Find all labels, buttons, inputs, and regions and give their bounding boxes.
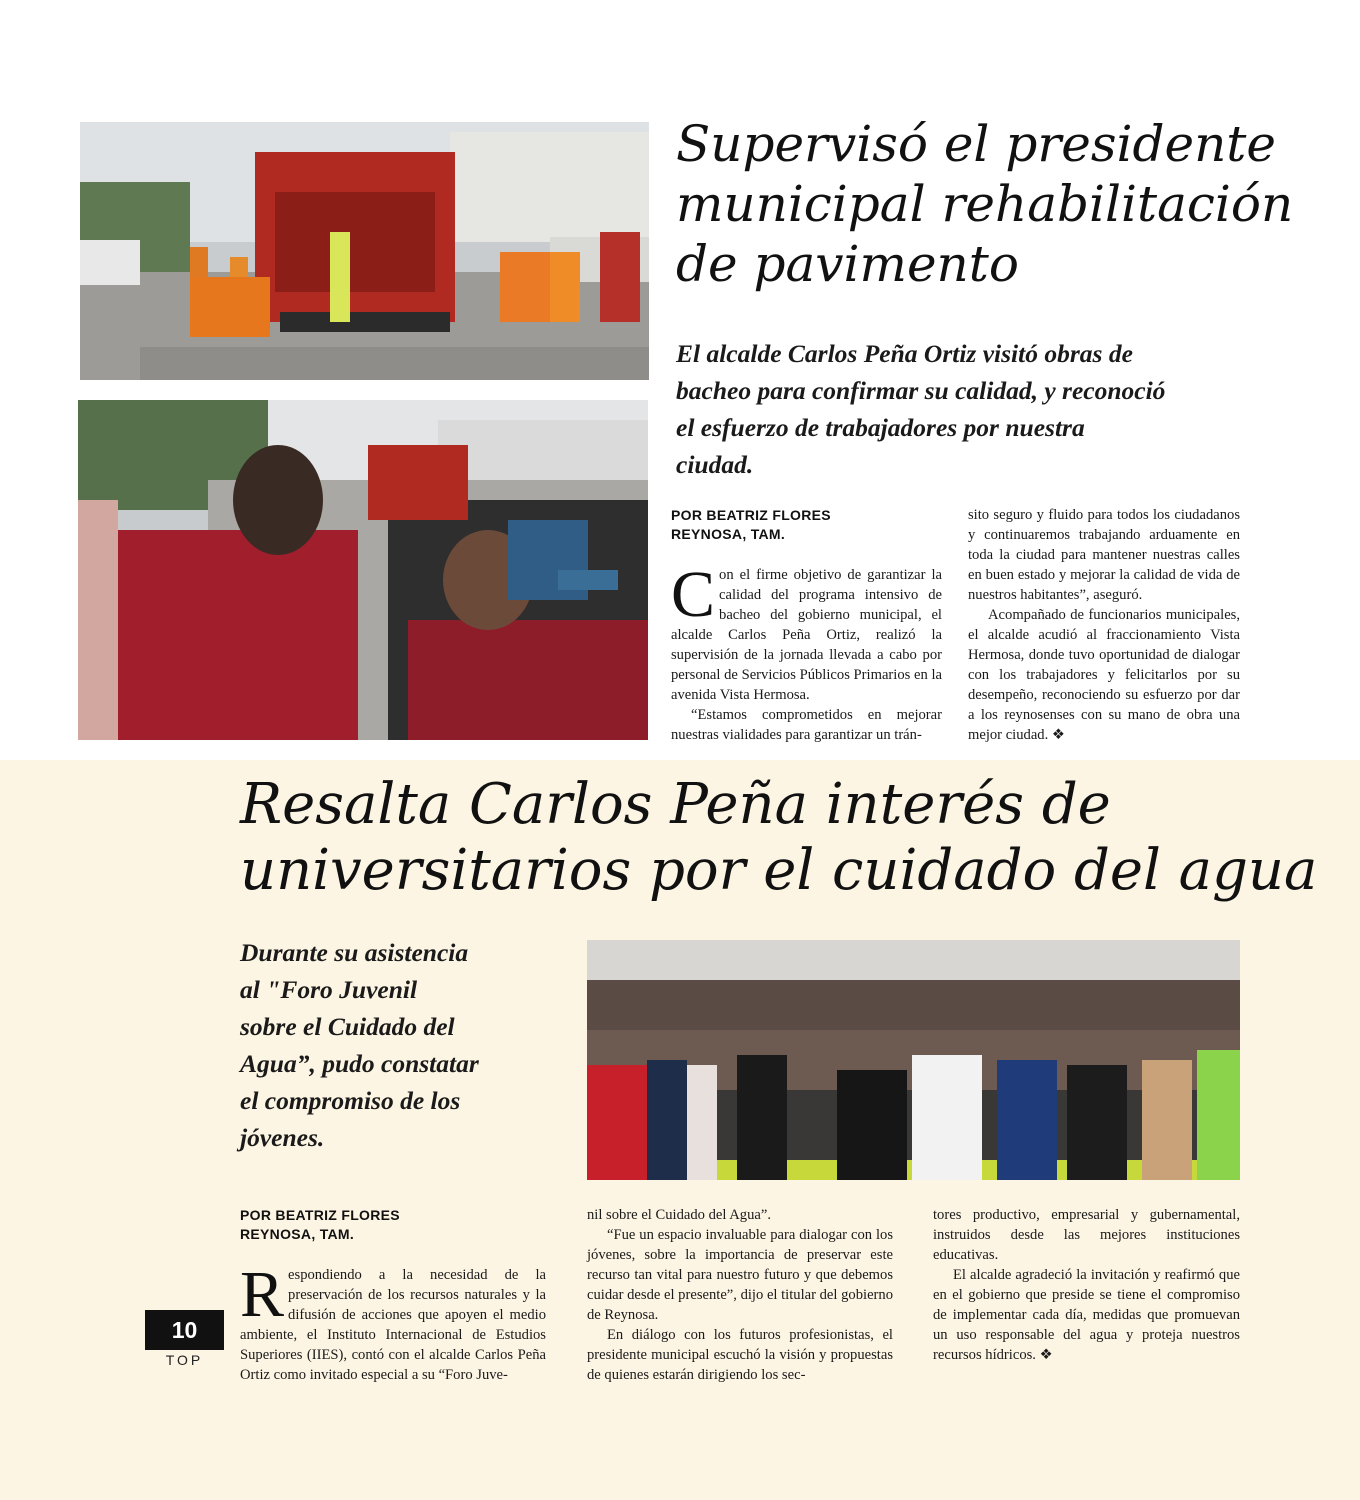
deck-line: El alcalde Carlos Peña Ortiz visitó obras de (676, 339, 1133, 368)
deck-line: el esfuerzo de trabajadores por nuestra (676, 413, 1085, 442)
headline-line: Supervisó el presidente (676, 115, 1276, 173)
byline-author: POR BEATRIZ FLORES (671, 507, 831, 523)
article2-paragraph-1: Respondiendo a la necesidad de la preservación de los recursos naturales y la difusión de acciones que apoyen el medio ambiente, el Instituto Internacional de Estudios Superiores (IIES), contó con el alcalde Carlos Peña Ortiz como invitado especial a su “Foro Juve- (240, 1258, 546, 1383)
section-label: TOP (165, 1352, 204, 1368)
article2-paragraph-1-end: nil sobre el Cuidado del Agua”. (587, 1207, 772, 1223)
deck-line: Durante su asistencia (240, 938, 469, 967)
deck-line: al "Foro Juvenil (240, 975, 418, 1004)
deck-line: ciudad. (676, 450, 754, 479)
headline-line: universitarios por el cuidado del agua (240, 838, 1318, 903)
headline-line: de pavimento (676, 235, 1019, 293)
byline-place: REYNOSA, TAM. (240, 1226, 355, 1242)
byline-place: REYNOSA, TAM. (671, 526, 786, 542)
article2-paragraph-4: El alcalde agradeció la invitación y reafirmó que en el gobierno que preside se tiene el compromiso de implementar cada día, medidas que promuevan un uso responsable del agua y proteja nuestros recursos hídricos. ❖ (933, 1267, 1240, 1363)
article2-deck (240, 934, 570, 1156)
article1-column-1 (671, 558, 942, 745)
mayor-supervision-photo (78, 400, 648, 740)
dropcap: C (671, 558, 716, 631)
headline-line: municipal rehabilitación (676, 175, 1294, 233)
deck-line: jóvenes. (240, 1123, 325, 1152)
paving-crew-photo (80, 122, 649, 380)
article1-byline (671, 506, 931, 544)
article2-paragraph-3-start: En diálogo con los futuros profesionistas, el presidente municipal escuchó la visión y propuestas de quienes estarán dirigiendo los sec- (587, 1327, 893, 1383)
article2-paragraph-2: “Fue un espacio invaluable para dialogar con los jóvenes, sobre la importancia de preservar este recurso tan vital para nuestro futuro y que debemos cuidar desde el presente”, dijo el titular del gobierno de Reynosa. (587, 1227, 893, 1323)
article2-paragraph-3-end: tores productivo, empresarial y gubernamental, instruidos desde las mejores instituciones educativas. (933, 1207, 1240, 1263)
byline-author: POR BEATRIZ FLORES (240, 1207, 400, 1223)
article1-column-2 (968, 505, 1240, 745)
article2-column-3 (933, 1205, 1240, 1365)
deck-line: bacheo para confirmar su calidad, y reconoció (676, 376, 1166, 405)
article1-deck (676, 335, 1276, 483)
youth-forum-group-photo (587, 940, 1240, 1180)
article1-paragraph-2-start: “Estamos comprometidos en mejorar nuestras vialidades para garantizar un trán- (671, 707, 942, 743)
deck-line: Agua”, pudo constatar (240, 1049, 479, 1078)
deck-line: el compromiso de los (240, 1086, 461, 1115)
article1-paragraph-1: Con el firme objetivo de garantizar la calidad del programa intensivo de bacheo del gobierno municipal, el alcalde Carlos Peña Ortiz, realizó la supervisión de la jornada llevada a cabo por personal de Servicios Públicos Primarios en la avenida Vista Hermosa. (671, 558, 942, 703)
article2-byline (240, 1206, 500, 1244)
article1-headline (676, 114, 1294, 294)
article2-column-2 (587, 1205, 893, 1385)
deck-line: sobre el Cuidado del (240, 1012, 455, 1041)
page-number: 10 (145, 1310, 224, 1350)
dropcap: R (240, 1258, 285, 1331)
article1-paragraph-2-end: sito seguro y fluido para todos los ciudadanos y continuaremos trabajando arduamente en toda la ciudad para mantener nuestras calles en buen estado y mejorar la calidad de vida de nuestros habitantes”, aseguró. (968, 507, 1240, 603)
article2-column-1 (240, 1258, 546, 1385)
article2-headline (240, 772, 1318, 904)
headline-line: Resalta Carlos Peña interés de (240, 772, 1111, 837)
article1-paragraph-3: Acompañado de funcionarios municipales, el alcalde acudió al fraccionamiento Vista Hermosa, donde tuvo oportunidad de dialogar con los trabajadores y felicitarlos por su desempeño, reconociendo su esfuerzo por dar a los reynosenses con su mano de obra una mejor ciudad. ❖ (968, 607, 1240, 743)
